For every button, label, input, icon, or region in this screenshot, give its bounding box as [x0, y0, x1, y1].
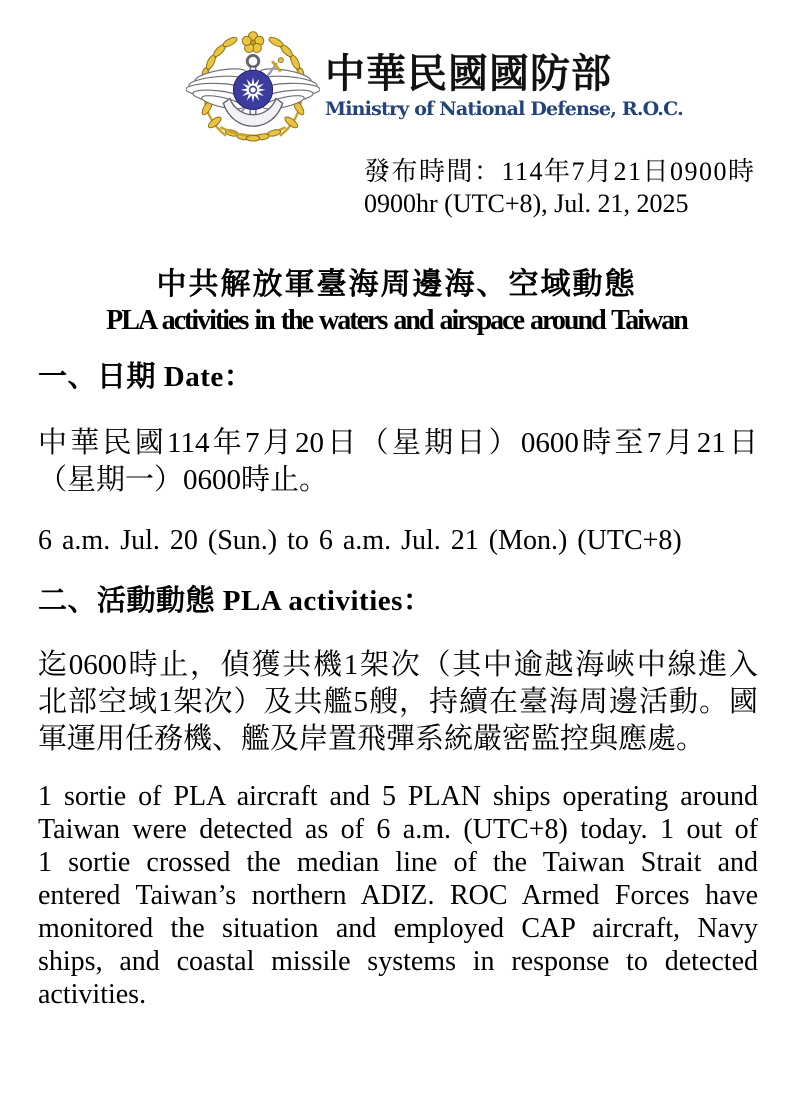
activities-en-paragraph: [38, 780, 758, 1011]
text-line: （星期一）0600時止。: [38, 464, 329, 496]
mnd-emblem-logo: [186, 26, 320, 148]
text-line: ships, and coastal missile systems in response to detected: [38, 946, 758, 977]
section-date-heading: 一、日期 Date：: [38, 361, 254, 393]
org-name-en: Ministry of National Defense, R.O.C.: [325, 98, 683, 120]
doc-title-zh: 中共解放軍臺海周邊海、空域動態: [156, 268, 637, 301]
date-en-paragraph: [38, 524, 758, 557]
org-names: [325, 50, 683, 121]
release-info: [364, 156, 756, 220]
release-time-zh: 發布時間：114年7月21日0900時: [364, 157, 756, 186]
org-name-zh: 中華民國國防部: [325, 51, 612, 96]
doc-title-en: PLA activities in the waters and airspace around Taiwan: [106, 305, 687, 336]
text-line: 1 sortie of PLA aircraft and 5 PLAN ships operating around: [38, 781, 758, 812]
doc-title: [0, 266, 793, 338]
text-line: Taiwan were detected as of 6 a.m. (UTC+8) today. 1 out of: [38, 814, 758, 845]
mnd-emblem-icon: [186, 26, 320, 148]
text-line: 軍運用任務機、艦及岸置飛彈系統嚴密監控與應處。: [38, 723, 706, 755]
text-line: activities.: [38, 979, 147, 1010]
plum-blossom-icon: [242, 32, 264, 53]
text-line: 1 sortie crossed the median line of the Taiwan Strait and: [38, 847, 758, 878]
text-line: entered Taiwan’s northern ADIZ. ROC Armed Forces have: [38, 880, 758, 911]
text-line: 北部空域1架次）及共艦5艘，持續在臺海周邊活動。國: [38, 686, 758, 718]
text-line: monitored the situation and employed CAP aircraft, Navy: [38, 913, 758, 944]
masthead: [0, 0, 793, 150]
date-zh-paragraph: [38, 425, 758, 499]
document-body: [38, 359, 758, 1011]
sun-emblem-icon: [233, 70, 272, 109]
section-activities-heading: 二、活動動態 PLA activities：: [38, 585, 433, 617]
activities-zh-paragraph: [38, 647, 758, 758]
text-line: 中華民國114年7月20日（星期日）0600時至7月21日: [38, 427, 758, 459]
release-time-en: 0900hr (UTC+8), Jul. 21, 2025: [364, 189, 689, 218]
text-line: 6 a.m. Jul. 20 (Sun.) to 6 a.m. Jul. 21 (Mon.) (UTC+8): [38, 525, 682, 556]
text-line: 迄0600時止，偵獲共機1架次（其中逾越海峽中線進入: [38, 649, 758, 681]
